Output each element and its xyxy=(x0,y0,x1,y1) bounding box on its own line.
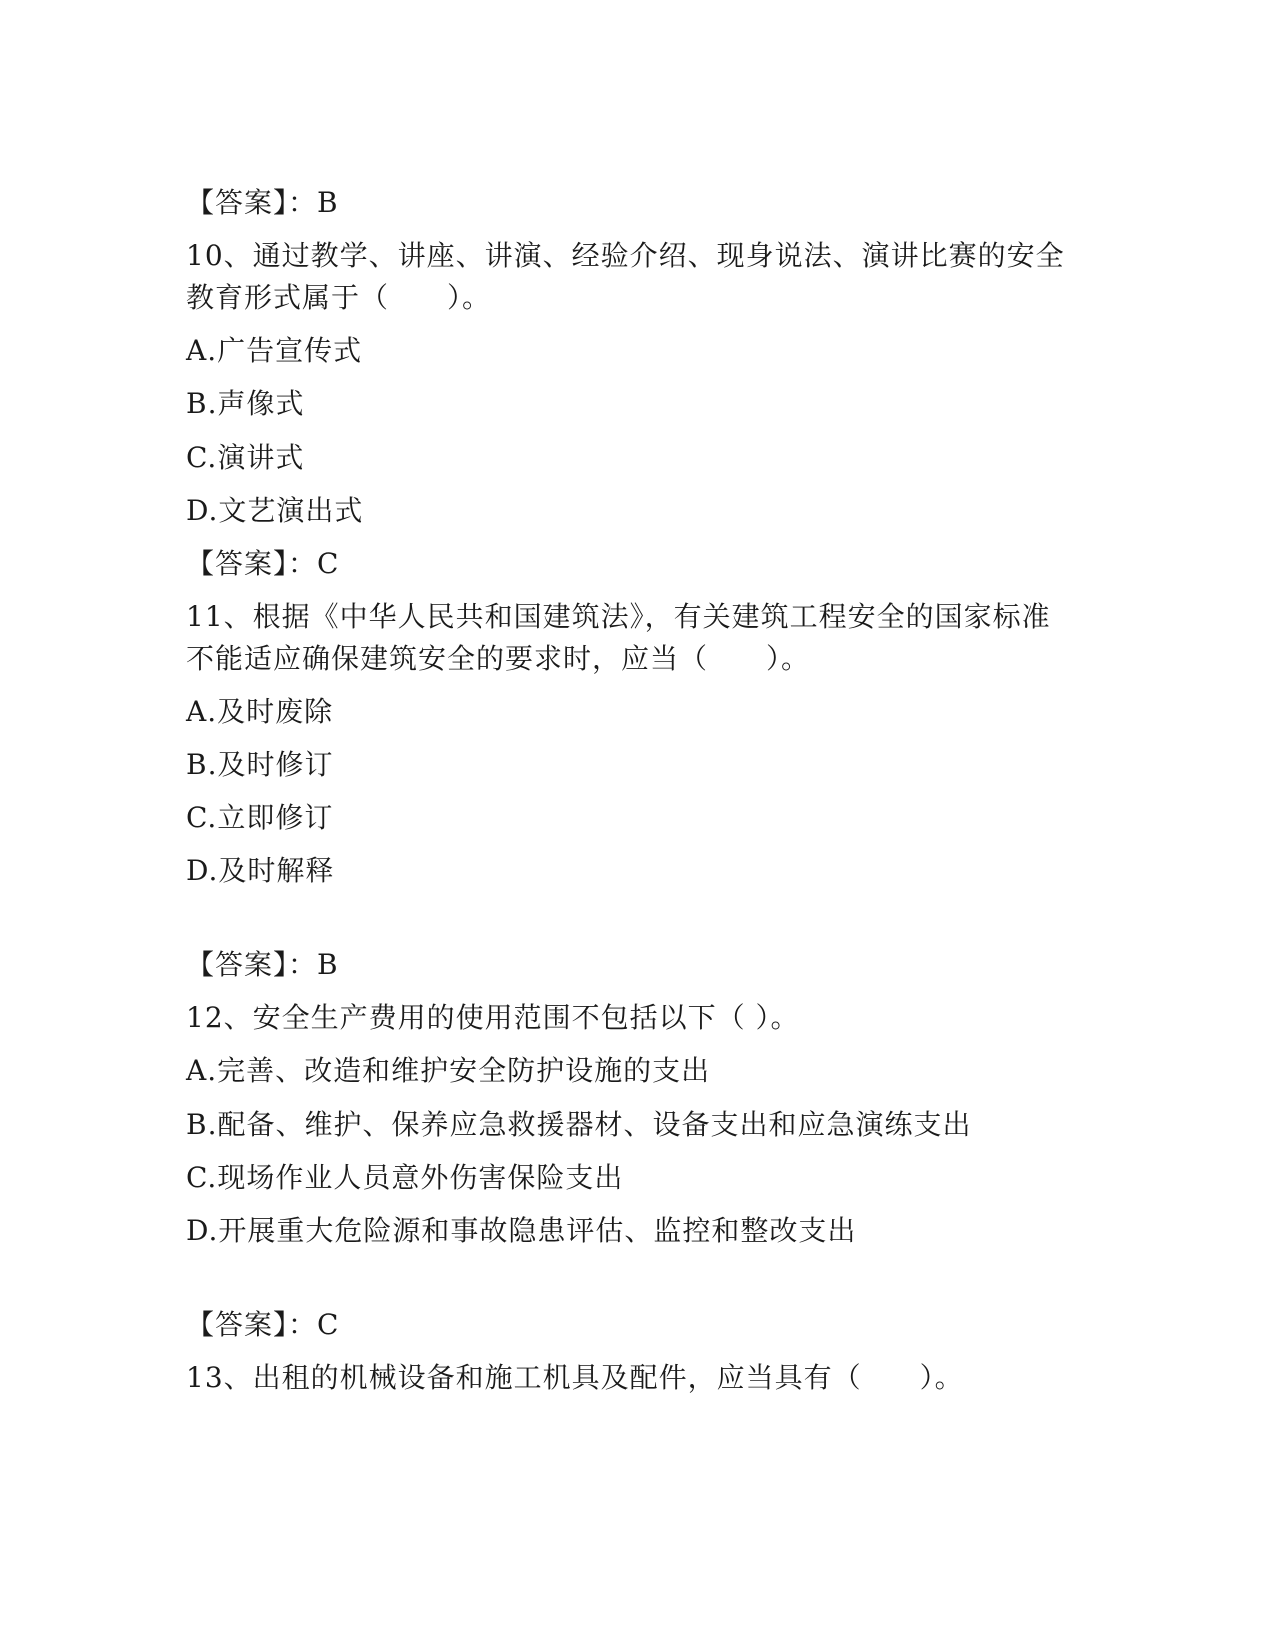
option-d: D.及时解释 xyxy=(186,854,335,887)
option-b: B.配备、维护、保养应急救援器材、设备支出和应急演练支出 xyxy=(186,1108,972,1141)
option-a: A.完善、改造和维护安全防护设施的支出 xyxy=(186,1054,711,1087)
option-a: A.广告宣传式 xyxy=(186,334,363,367)
answer-line: 【答案】：B xyxy=(186,948,339,981)
option-d: D.开展重大危险源和事故隐患评估、监控和整改支出 xyxy=(186,1214,857,1247)
question-12-line-1: 12、安全生产费用的使用范围不包括以下（ ）。 xyxy=(186,1001,800,1034)
answer-line: 【答案】：B xyxy=(186,186,339,219)
option-c: C.现场作业人员意外伤害保险支出 xyxy=(186,1161,624,1194)
option-c: C.演讲式 xyxy=(186,441,305,474)
option-a: A.及时废除 xyxy=(186,695,334,728)
answer-line: 【答案】：C xyxy=(186,1308,340,1341)
question-11-line-2: 不能适应确保建筑安全的要求时，应当（ ）。 xyxy=(186,642,811,675)
option-d: D.文艺演出式 xyxy=(186,494,364,527)
question-11-line-1: 11、根据《中华人民共和国建筑法》，有关建筑工程安全的国家标准 xyxy=(186,600,1051,633)
question-10-line-2: 教育形式属于（ ）。 xyxy=(186,281,492,314)
option-b: B.及时修订 xyxy=(186,748,334,781)
option-b: B.声像式 xyxy=(186,387,305,420)
option-c: C.立即修订 xyxy=(186,801,334,834)
answer-line: 【答案】：C xyxy=(186,547,340,580)
question-13-line-1: 13、出租的机械设备和施工机具及配件，应当具有（ ）。 xyxy=(186,1361,964,1394)
question-10-line-1: 10、通过教学、讲座、讲演、经验介绍、现身说法、演讲比赛的安全 xyxy=(186,239,1065,272)
